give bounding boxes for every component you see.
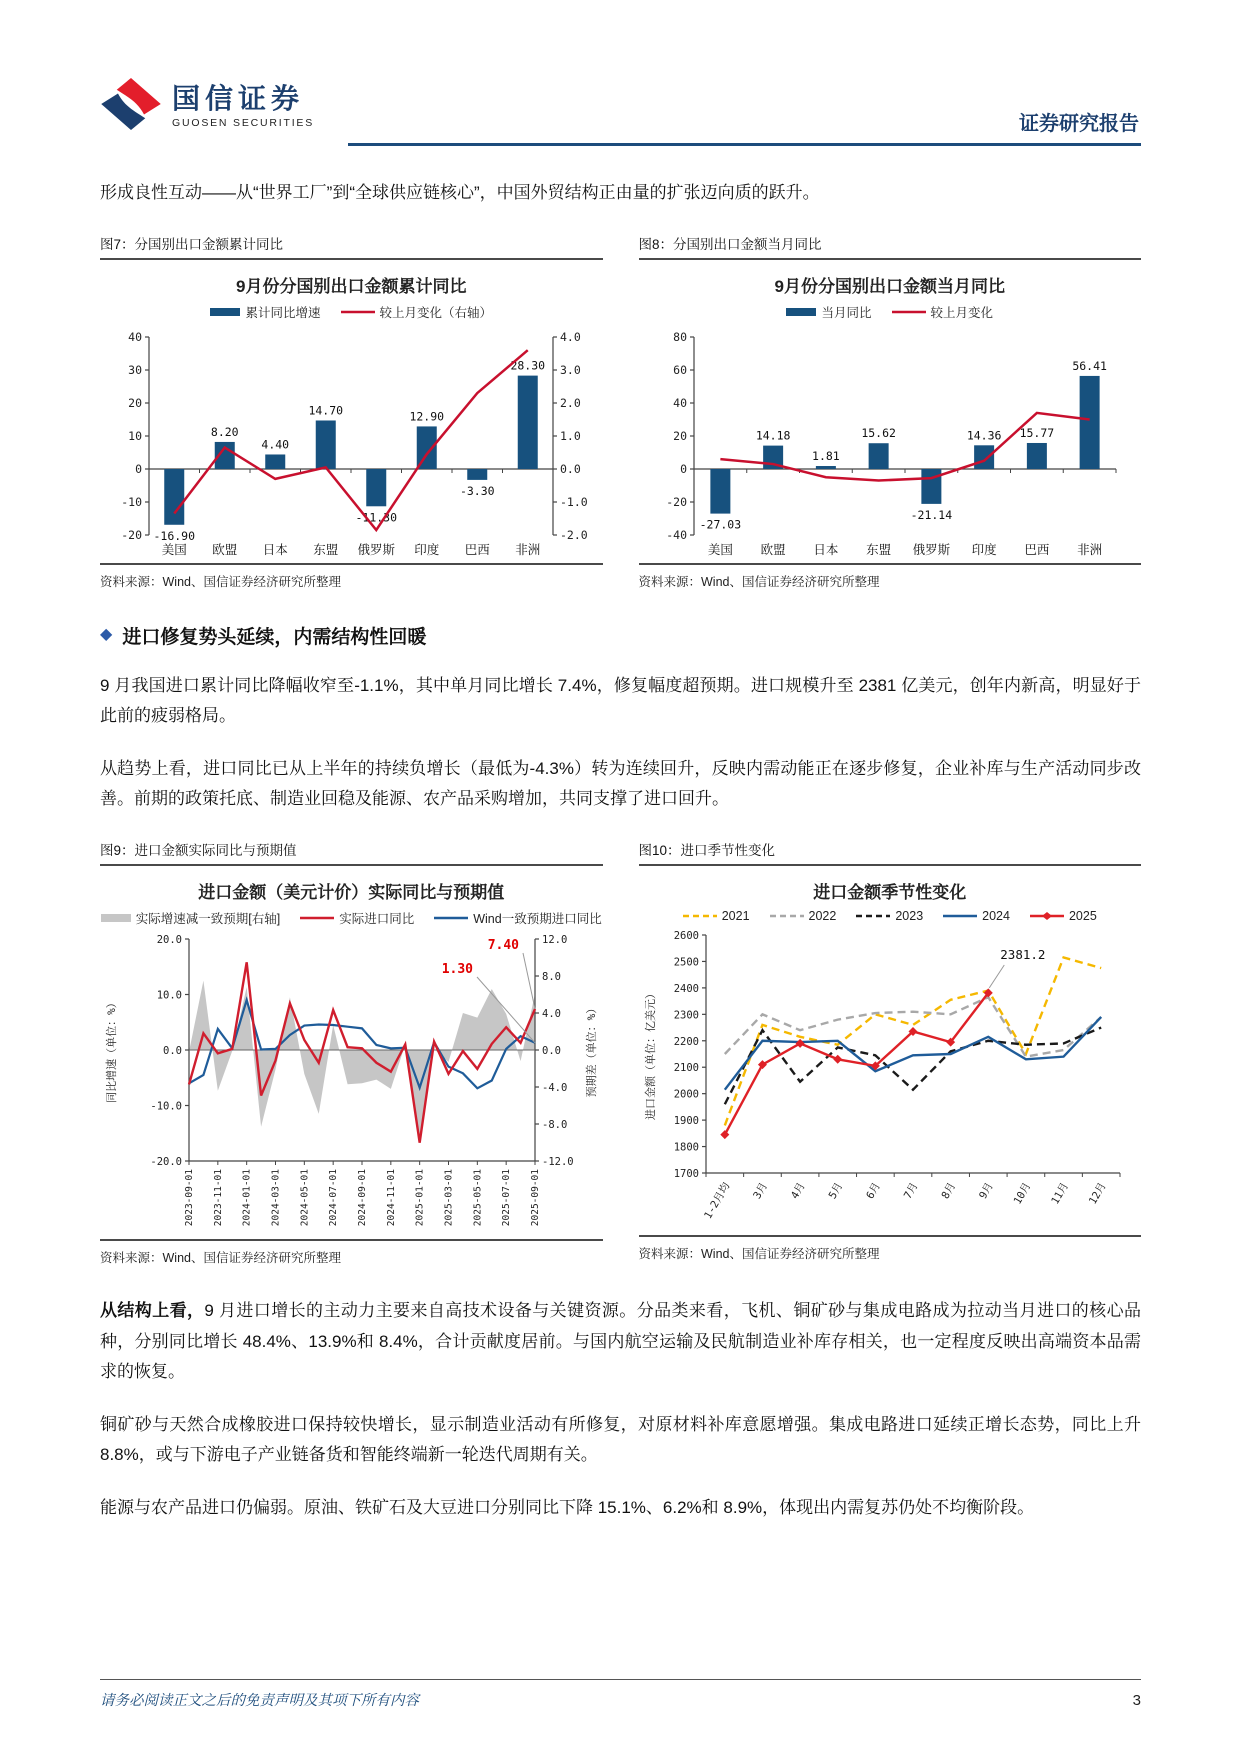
svg-text:2025-03-01: 2025-03-01	[443, 1168, 455, 1227]
paragraph-text: 铜矿砂与天然合成橡胶进口保持较快增长，显示制造业活动有所修复，对原材料补库意愿增强。集成电路进口延续正增长态势，同比上升 8.8%，或与下游电子产业链备货和智能终端新一轮迭代周期有关。	[100, 1414, 1141, 1465]
svg-text:2025-07-01: 2025-07-01	[501, 1168, 513, 1227]
figure-box	[639, 864, 1142, 1237]
svg-text:巴西: 巴西	[1024, 541, 1050, 557]
svg-text:60: 60	[672, 362, 687, 377]
svg-text:美国: 美国	[161, 541, 188, 557]
svg-text:非洲: 非洲	[515, 541, 541, 557]
paragraph-text: 9 月我国进口累计同比降幅收窄至-1.1%，其中单月同比增长 7.4%，修复幅度超预期。进口规模升至 2381 亿美元，创年内新高，明显好于此前的疲弱格局。	[100, 675, 1141, 726]
svg-text:2025-05-01: 2025-05-01	[472, 1168, 484, 1227]
figure-source: 资料来源：Wind、国信证券经济研究所整理	[638, 1246, 880, 1261]
svg-text:预期差（单位：%）: 预期差（单位：%）	[585, 1002, 599, 1098]
svg-text:0: 0	[135, 461, 143, 476]
brand-name-en: GUOSEN SECURITIES	[172, 116, 315, 129]
svg-text:-3.30: -3.30	[460, 483, 495, 498]
page-number: 3	[1132, 1692, 1141, 1709]
legend-item: 累计同比增速	[210, 303, 320, 321]
paragraph-4	[100, 1410, 1141, 1471]
svg-text:俄罗斯: 俄罗斯	[912, 541, 950, 557]
figure-source: 资料来源：Wind、国信证券经济研究所整理	[100, 574, 341, 589]
figure-source: 资料来源：Wind、国信证券经济研究所整理	[100, 1250, 341, 1265]
figure-caption: 图7：分国别出口金额累计同比	[100, 236, 284, 252]
svg-text:欧盟: 欧盟	[212, 541, 238, 557]
svg-text:2024-07-01: 2024-07-01	[328, 1168, 340, 1227]
svg-text:-4.0: -4.0	[542, 1081, 568, 1094]
brand-logo	[100, 76, 314, 137]
svg-text:0.0: 0.0	[560, 461, 582, 476]
svg-text:巴西: 巴西	[464, 541, 491, 557]
svg-text:美国: 美国	[707, 541, 733, 557]
guosen-logo-icon	[100, 76, 162, 137]
chart-title: 进口金额（美元计价）实际同比与预期值	[198, 882, 505, 902]
chart-legend	[100, 909, 603, 927]
svg-text:8月: 8月	[939, 1180, 958, 1202]
svg-text:56.41: 56.41	[1072, 358, 1107, 373]
svg-text:1800: 1800	[673, 1141, 699, 1154]
figure-source: 资料来源：Wind、国信证券经济研究所整理	[638, 574, 880, 589]
svg-text:-8.0: -8.0	[542, 1118, 568, 1131]
figure-9	[100, 839, 603, 1266]
svg-text:0: 0	[679, 461, 687, 476]
svg-text:-16.90: -16.90	[153, 528, 196, 543]
chart-title: 进口金额季节性变化	[813, 882, 967, 902]
chart-legend	[639, 909, 1142, 923]
svg-text:20: 20	[672, 428, 687, 443]
svg-text:2025-01-01: 2025-01-01	[414, 1168, 426, 1227]
chart-legend	[100, 303, 603, 321]
svg-text:1.81: 1.81	[811, 448, 840, 463]
svg-text:印度: 印度	[971, 541, 997, 557]
section-heading	[100, 622, 1141, 649]
paragraph-3	[100, 1296, 1141, 1388]
svg-text:-40: -40	[665, 527, 687, 542]
svg-text:2024-09-01: 2024-09-01	[357, 1168, 369, 1227]
svg-text:10月: 10月	[1011, 1180, 1034, 1207]
svg-text:印度: 印度	[414, 541, 440, 557]
svg-text:2381.2: 2381.2	[1000, 946, 1046, 962]
brand-text	[172, 84, 314, 128]
paragraph-1	[100, 671, 1141, 732]
svg-text:1700: 1700	[673, 1167, 699, 1180]
chart-canvas-fig10	[640, 925, 1140, 1233]
svg-text:7.40: 7.40	[487, 937, 520, 953]
svg-text:2024-05-01: 2024-05-01	[299, 1168, 311, 1227]
paragraph-2	[100, 754, 1141, 815]
report-type-label: 证券研究报告	[1019, 113, 1139, 135]
svg-text:同比增速（单位：%）: 同比增速（单位：%）	[105, 997, 119, 1103]
svg-text:5月: 5月	[826, 1180, 846, 1202]
legend-item: 实际进口同比	[339, 911, 415, 926]
svg-text:3月: 3月	[750, 1180, 770, 1202]
svg-text:2300: 2300	[673, 1009, 699, 1022]
svg-text:10: 10	[128, 428, 143, 443]
paragraph-lead: 从结构上看，	[100, 1300, 205, 1320]
legend-item: 较上月变化（右轴）	[379, 305, 493, 320]
disclaimer-text: 请务必阅读正文之后的免责声明及其项下所有内容	[100, 1693, 419, 1709]
svg-text:1.30: 1.30	[441, 961, 474, 977]
header-rule	[348, 143, 1141, 146]
figure-caption: 图9：进口金额实际同比与预期值	[100, 842, 297, 858]
legend-item: 较上月变化	[930, 305, 994, 320]
svg-text:1-2月均: 1-2月均	[701, 1180, 733, 1222]
legend-item: Wind一致预期进口同比	[473, 911, 602, 926]
svg-text:0.0: 0.0	[542, 1044, 562, 1057]
svg-text:2023-11-01: 2023-11-01	[213, 1168, 225, 1227]
svg-text:8.20: 8.20	[211, 424, 239, 439]
svg-text:12.90: 12.90	[409, 409, 445, 424]
svg-text:非洲: 非洲	[1076, 541, 1102, 557]
svg-text:-21.14: -21.14	[910, 507, 952, 522]
paragraph-5	[100, 1493, 1141, 1524]
svg-text:-20: -20	[121, 527, 143, 542]
svg-text:28.30: 28.30	[510, 358, 546, 373]
svg-text:7月: 7月	[901, 1180, 921, 1202]
chart-canvas-fig8	[640, 323, 1140, 561]
svg-text:40: 40	[672, 395, 687, 410]
svg-text:1.0: 1.0	[560, 428, 582, 443]
svg-text:-1.0: -1.0	[560, 494, 588, 509]
svg-text:2024-11-01: 2024-11-01	[386, 1168, 398, 1227]
paragraph-text: 从趋势上看，进口同比已从上半年的持续负增长（最低为-4.3%）转为连续回升，反映内需动能正在逐步修复，企业补库与生产活动同步改善。前期的政策托底、制造业回稳及能源、农产品采购增加，共同支撑了进口回升。	[100, 758, 1141, 809]
svg-text:1900: 1900	[673, 1115, 699, 1128]
svg-text:20.0: 20.0	[156, 933, 183, 946]
svg-text:12月: 12月	[1086, 1180, 1109, 1207]
svg-text:12.0: 12.0	[542, 933, 568, 946]
svg-text:14.70: 14.70	[308, 403, 344, 418]
figure-8	[639, 233, 1142, 590]
figure-7	[100, 233, 603, 590]
diamond-bullet-icon: ◆	[100, 626, 113, 644]
intro-paragraph: 形成良性互动——从“世界工厂”到“全球供应链核心”，中国外贸结构正由量的扩张迈向质的跃升。	[100, 183, 820, 202]
legend-item: 2023	[895, 908, 924, 923]
svg-text:30: 30	[128, 362, 143, 377]
legend-item: 2025	[1030, 909, 1097, 923]
page-footer	[100, 1679, 1141, 1710]
svg-text:0.0: 0.0	[163, 1044, 183, 1057]
svg-text:俄罗斯: 俄罗斯	[357, 541, 396, 557]
figure-box	[100, 864, 603, 1241]
svg-text:2024-01-01: 2024-01-01	[241, 1168, 253, 1227]
brand-name-cn: 国信证券	[172, 83, 305, 115]
chart-canvas-fig9	[101, 929, 601, 1237]
figure-box	[100, 258, 603, 565]
figure-caption: 图10：进口季节性变化	[638, 842, 776, 858]
legend-item: 2024	[982, 908, 1010, 923]
figure-caption: 图8：分国别出口金额当月同比	[638, 236, 822, 252]
svg-text:进口金额（单位：亿美元）: 进口金额（单位：亿美元）	[643, 987, 657, 1120]
svg-text:2.0: 2.0	[560, 395, 582, 410]
svg-text:80: 80	[672, 329, 687, 344]
section-title: 进口修复势头延续，内需结构性回暖	[122, 626, 427, 648]
svg-text:4.40: 4.40	[261, 437, 290, 452]
svg-text:15.77: 15.77	[1019, 425, 1054, 440]
svg-text:4.0: 4.0	[560, 329, 582, 344]
legend-item: 2021	[721, 908, 750, 923]
svg-text:14.18: 14.18	[755, 428, 791, 443]
legend-item: 2022	[808, 908, 837, 923]
svg-text:-12.0: -12.0	[542, 1155, 574, 1168]
svg-text:-20: -20	[665, 494, 687, 509]
svg-text:10.0: 10.0	[156, 989, 183, 1002]
svg-text:2000: 2000	[673, 1088, 699, 1101]
svg-text:2200: 2200	[673, 1035, 699, 1048]
paragraph-text: 9 月进口增长的主动力主要来自高技术设备与关键资源。分品类来看，飞机、铜矿砂与集成电路成为拉动当月进口的核心品种，分别同比增长 48.4%、13.9%和 8.4%，合计贡献度居前。与国内航空运输及民航制造业补库存相关，也一定程度反映出高端资本品需求的恢复。	[100, 1300, 1141, 1382]
svg-text:2024-03-01: 2024-03-01	[270, 1168, 282, 1227]
svg-text:8.0: 8.0	[542, 970, 562, 983]
svg-text:东盟: 东盟	[313, 541, 339, 557]
svg-text:2025-09-01: 2025-09-01	[530, 1168, 542, 1227]
paragraph-text: 能源与农产品进口仍偏弱。原油、铁矿石及大豆进口分别同比下降 15.1%、6.2%和 8.9%，体现出内需复苏仍处不均衡阶段。	[100, 1497, 1035, 1517]
figure-box	[639, 258, 1142, 565]
svg-text:日本: 日本	[813, 541, 839, 557]
svg-text:欧盟: 欧盟	[760, 541, 786, 557]
legend-item: 当月同比	[786, 303, 871, 321]
svg-text:-11.30: -11.30	[355, 509, 398, 524]
svg-text:15.62: 15.62	[861, 425, 896, 440]
svg-text:2023-09-01: 2023-09-01	[184, 1168, 196, 1227]
svg-text:40: 40	[128, 329, 143, 344]
svg-text:-2.0: -2.0	[560, 527, 588, 542]
svg-text:-10: -10	[121, 494, 143, 509]
page-header	[100, 84, 1141, 150]
chart-title: 9月份分国别出口金额当月同比	[774, 276, 1005, 296]
svg-text:3.0: 3.0	[560, 362, 582, 377]
figure-row-2	[100, 839, 1141, 1266]
svg-text:-20.0: -20.0	[150, 1155, 183, 1168]
svg-text:14.36: 14.36	[966, 427, 1002, 442]
svg-text:6月: 6月	[863, 1180, 883, 1202]
chart-title: 9月份分国别出口金额累计同比	[236, 276, 467, 296]
svg-text:4月: 4月	[788, 1180, 808, 1202]
svg-text:东盟: 东盟	[865, 541, 891, 557]
svg-text:9月: 9月	[976, 1180, 996, 1202]
svg-text:日本: 日本	[262, 541, 289, 557]
chart-canvas-fig7	[101, 323, 601, 561]
chart-legend	[639, 303, 1142, 321]
svg-text:2100: 2100	[673, 1062, 699, 1075]
svg-text:2500: 2500	[673, 956, 699, 969]
svg-text:11月: 11月	[1048, 1180, 1071, 1207]
svg-text:-10.0: -10.0	[150, 1100, 183, 1113]
svg-text:2600: 2600	[673, 929, 699, 942]
svg-text:-27.03: -27.03	[699, 517, 741, 532]
legend-item: 实际增速减一致预期[右轴]	[101, 909, 280, 927]
svg-text:2400: 2400	[673, 982, 699, 995]
svg-text:4.0: 4.0	[542, 1007, 562, 1020]
figure-10	[639, 839, 1142, 1266]
svg-text:20: 20	[128, 395, 143, 410]
figure-row-1	[100, 233, 1141, 590]
